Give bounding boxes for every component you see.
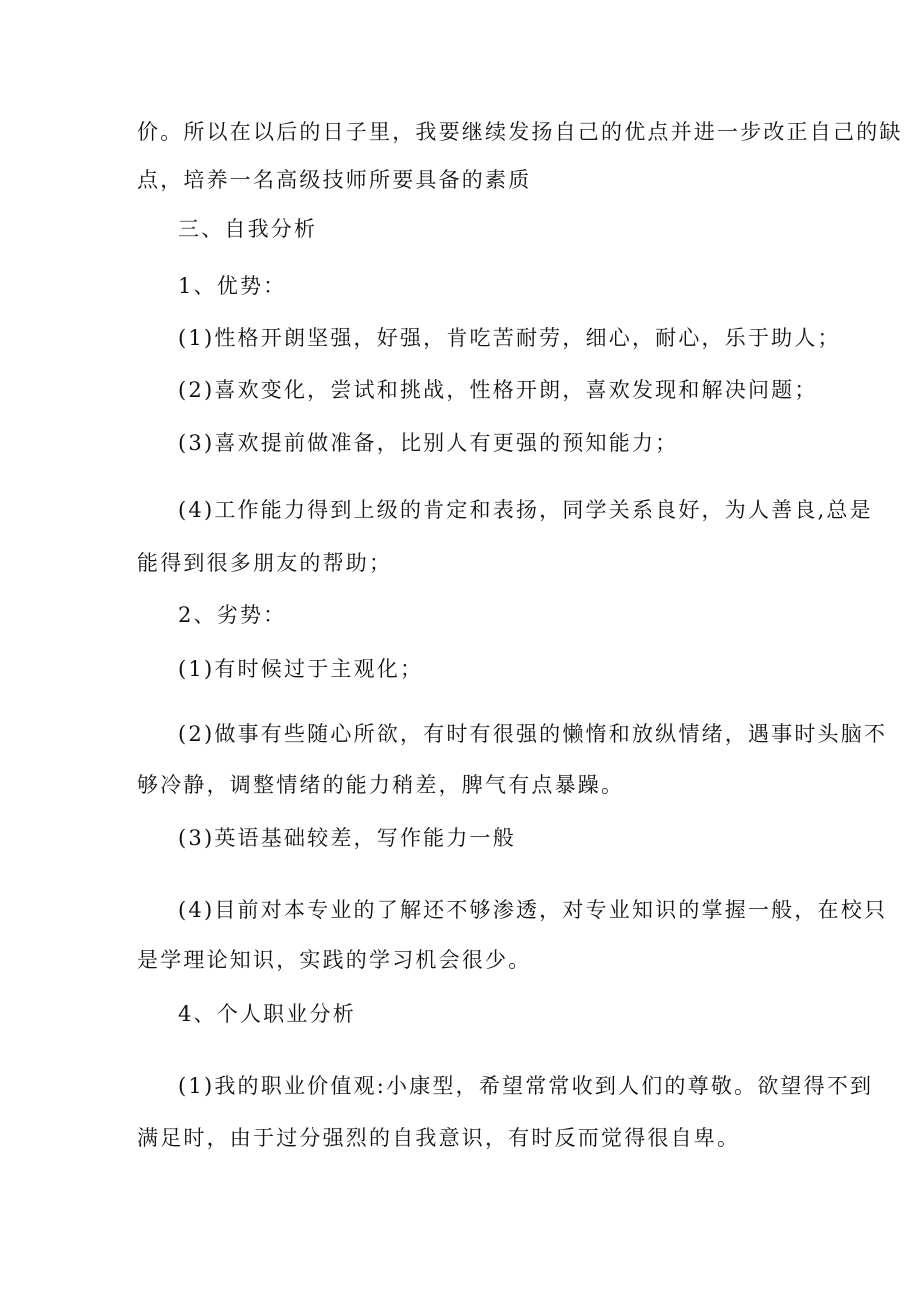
subheading-weaknesses: 2、劣势： bbox=[178, 603, 287, 627]
paragraph-intro-line-1: 价。所以在以后的日子里，我要继续发扬自己的优点并进一步改正自己的缺 bbox=[137, 120, 903, 144]
strength-item-2: (2)喜欢变化，尝试和挑战，性格开朗，喜欢发现和解决问题； bbox=[178, 378, 818, 402]
weakness-item-3: (3)英语基础较差，写作能力一般 bbox=[178, 826, 516, 850]
career-item-1-line-2: 满足时，由于过分强烈的自我意识，有时反而觉得很自卑。 bbox=[137, 1126, 741, 1150]
weakness-item-2-line-2: 够冷静，调整情绪的能力稍差，脾气有点暴躁。 bbox=[137, 773, 625, 797]
section-heading-self-analysis: 三、自我分析 bbox=[178, 217, 318, 241]
subheading-career-analysis: 4、个人职业分析 bbox=[178, 1002, 356, 1026]
strength-item-4-line-1: (4)工作能力得到上级的肯定和表扬，同学关系良好，为人善良,总是 bbox=[178, 498, 873, 522]
weakness-item-2-line-1: (2)做事有些随心所欲，有时有很强的懒惰和放纵情绪，遇事时头脑不 bbox=[178, 722, 888, 746]
weakness-item-4-line-1: (4)目前对本专业的了解还不够渗透，对专业知识的掌握一般，在校只 bbox=[178, 898, 888, 922]
weakness-item-1: (1)有时候过于主观化； bbox=[178, 657, 424, 681]
subheading-strengths: 1、优势： bbox=[178, 274, 287, 298]
paragraph-intro-line-2: 点，培养一名高级技师所要具备的素质 bbox=[137, 168, 532, 192]
strength-item-4-line-2: 能得到很多朋友的帮助； bbox=[137, 551, 393, 575]
strength-item-1: (1)性格开朗坚强，好强，肯吃苦耐劳，细心，耐心，乐于助人； bbox=[178, 326, 841, 350]
strength-item-3: (3)喜欢提前做准备，比别人有更强的预知能力； bbox=[178, 431, 679, 455]
weakness-item-4-line-2: 是学理论知识，实践的学习机会很少。 bbox=[137, 948, 532, 972]
career-item-1-line-1: (1)我的职业价值观:小康型，希望常常收到人们的尊敬。欲望得不到 bbox=[178, 1074, 874, 1098]
